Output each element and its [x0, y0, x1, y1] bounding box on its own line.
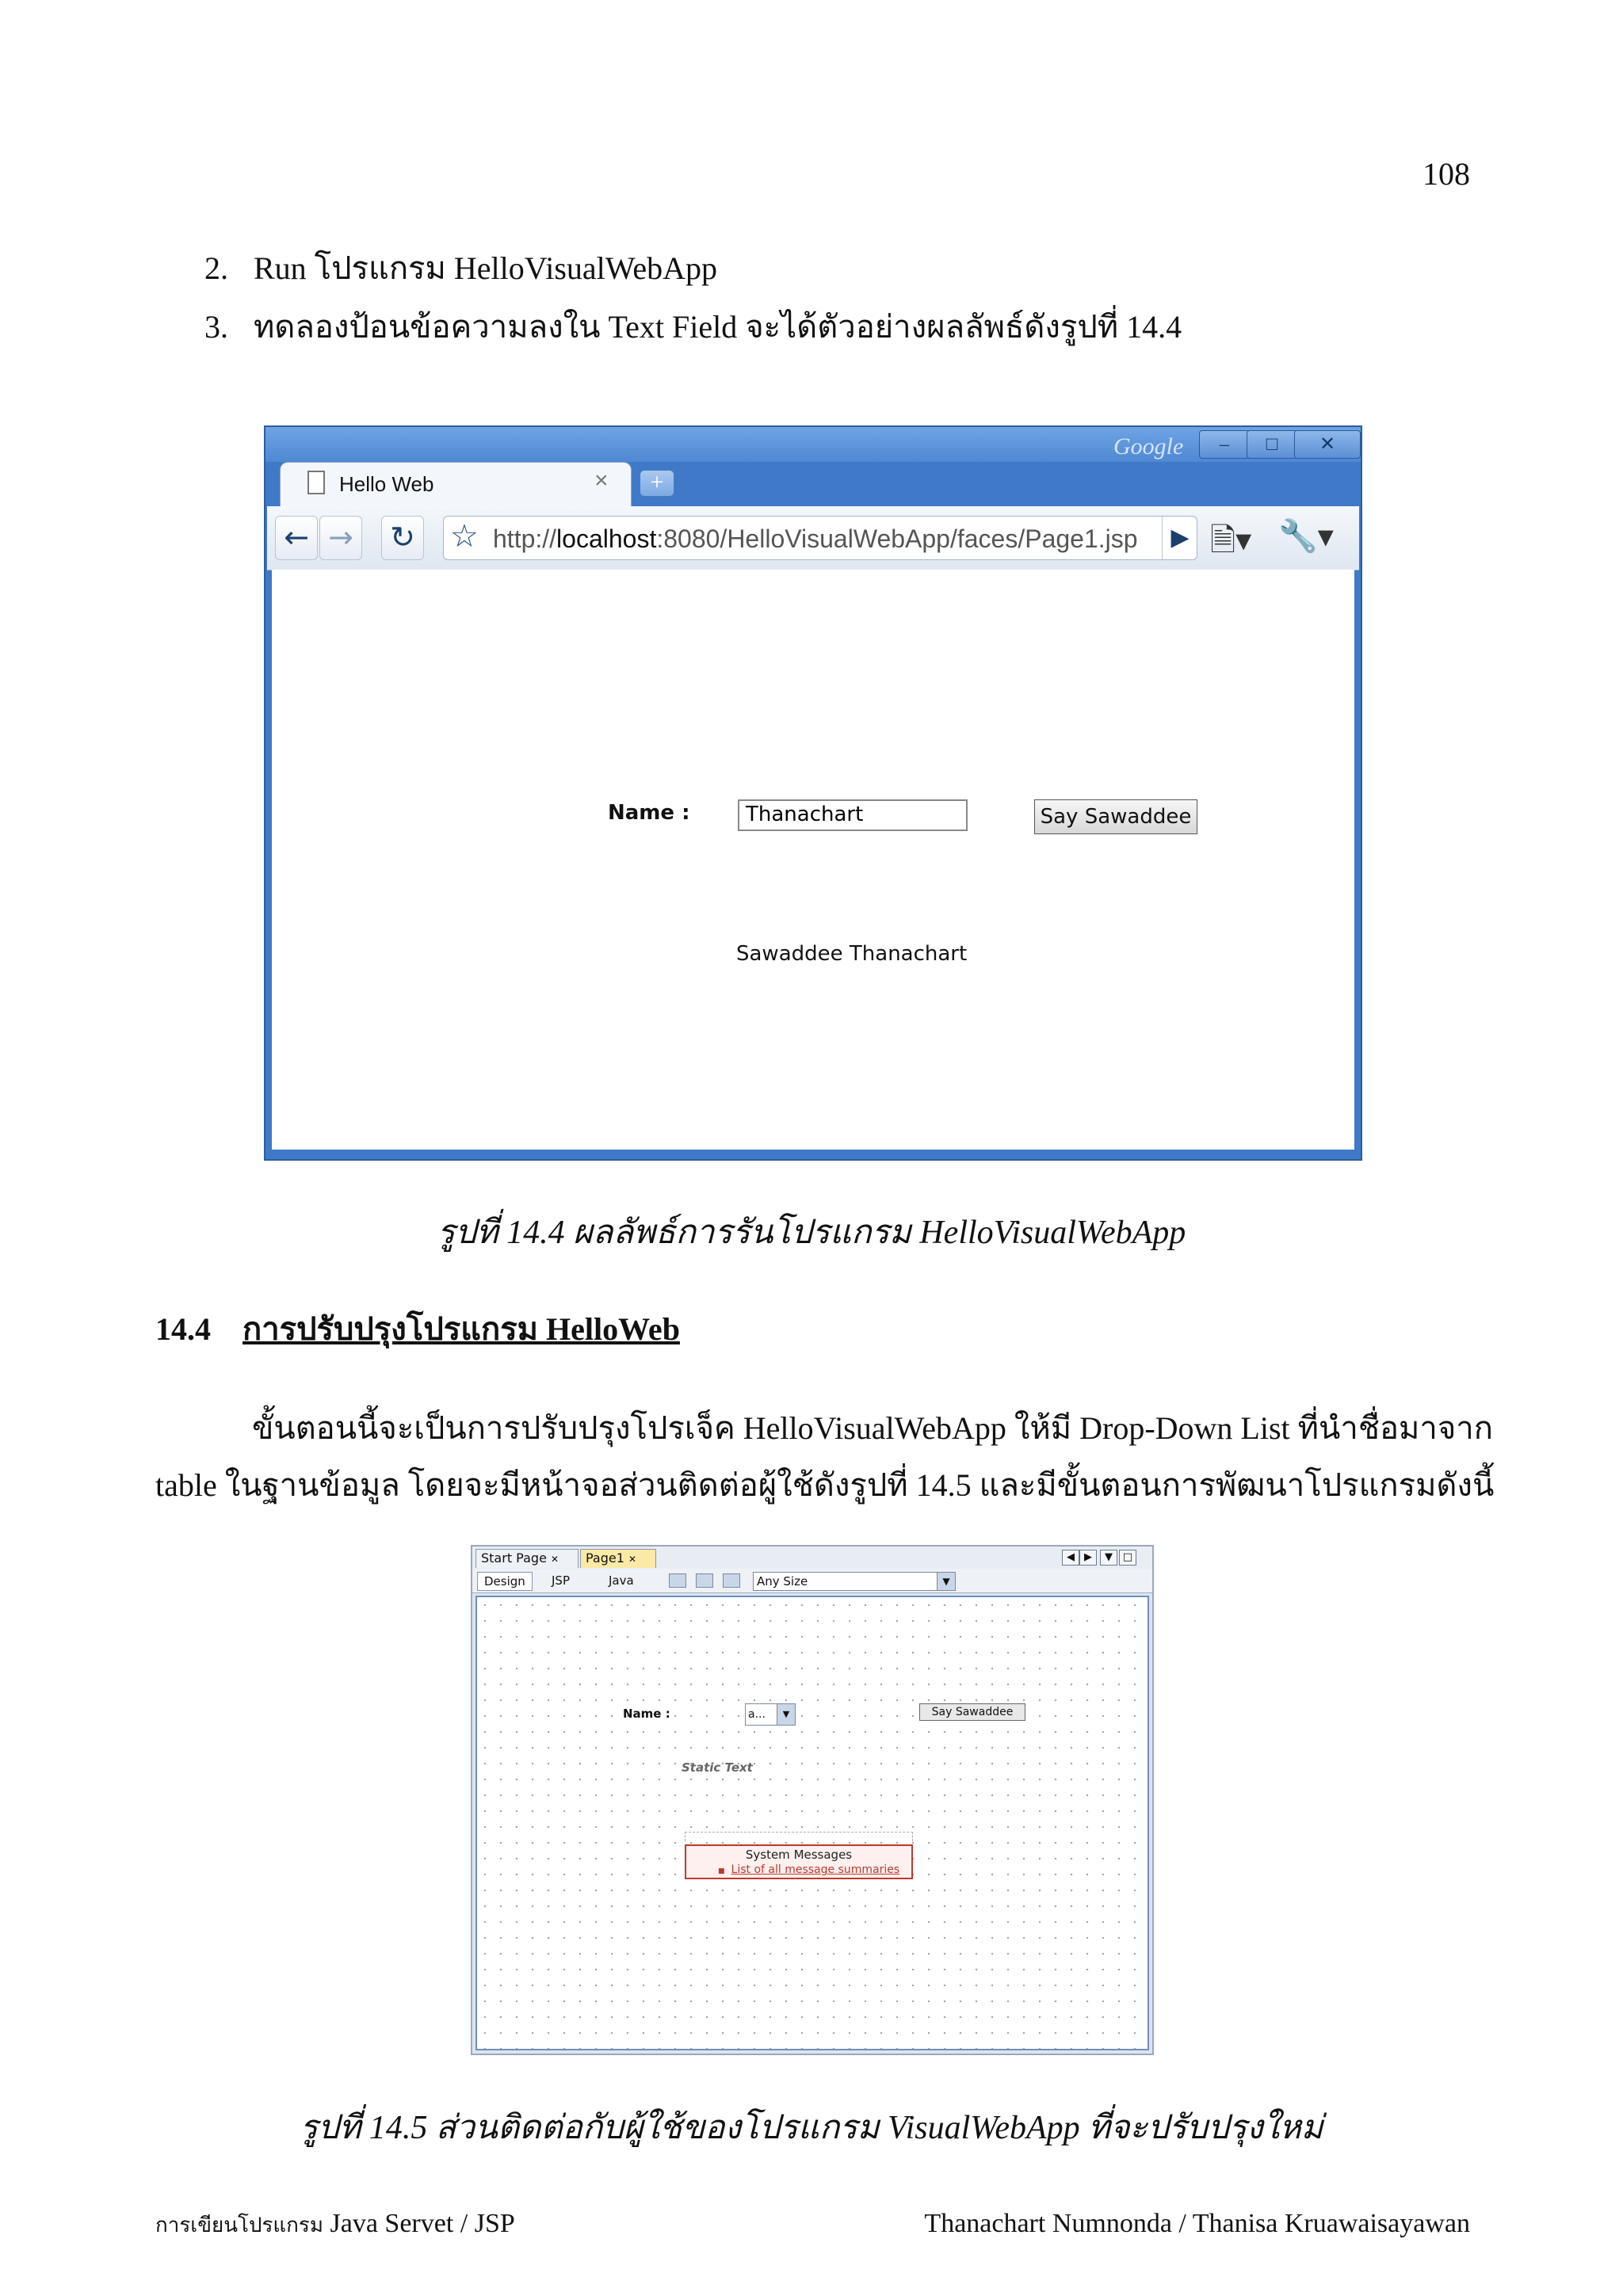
close-icon[interactable]: ✕ [551, 1554, 559, 1565]
step-text: ทดลองป้อนข้อความลงใน Text Field จะได้ตัวอย่างผลลัพธ์ดังรูปที่ 14.4 [254, 309, 1182, 345]
figure-caption-14-4: รูปที่ 14.4 ผลลัพธ์การรันโปรแกรม HelloVisualWebApp [437, 1215, 1186, 1251]
star-icon[interactable]: ☆ [450, 518, 479, 555]
browser-tab[interactable] [280, 462, 632, 506]
scroll-right-icon[interactable]: ▶ [1079, 1550, 1097, 1566]
preview-icon[interactable] [669, 1573, 686, 1588]
tab-title: Hello Web [339, 472, 434, 496]
maximize-icon[interactable]: □ [1119, 1550, 1136, 1566]
tab-page1[interactable] [580, 1549, 656, 1568]
messages-title: System Messages [745, 1848, 853, 1862]
step-number: 3. [204, 309, 228, 345]
section-number: 14.4 [155, 1311, 211, 1347]
dropdown-icon[interactable]: ▼ [1100, 1550, 1117, 1566]
message-group-outline [685, 1832, 913, 1841]
footer-right: Thanachart Numnonda / Thanisa Kruawaisayawan [924, 2209, 1470, 2238]
url-host: localhost [556, 524, 657, 553]
browser-content [272, 570, 1354, 1150]
footer-left-small: การเขียนโปรแกรม [155, 2214, 324, 2237]
back-icon[interactable]: ← [275, 516, 318, 560]
url-prefix: http:// [493, 524, 557, 553]
paragraph-line-1: ขั้นตอนนี้จะเป็นการปรับปรุงโปรเจ็ค HelloVisualWebApp ให้มี Drop-Down List ที่นำชื่อมาจาก [252, 1410, 1493, 1446]
browser-window-figure [264, 425, 1362, 1161]
ide-editor-tabs [472, 1547, 1152, 1569]
design-dropdown[interactable] [745, 1703, 796, 1726]
wrench-icon[interactable]: 🔧▾ [1278, 518, 1334, 555]
ide-view-toolbar [472, 1569, 1152, 1593]
close-icon[interactable]: ✕ [628, 1554, 637, 1565]
tab-design[interactable]: Design [477, 1572, 533, 1591]
ide-designer-figure [471, 1545, 1154, 2055]
browser-toolbar [267, 506, 1359, 570]
size-select[interactable] [753, 1572, 956, 1591]
chevron-down-icon: ▼ [777, 1704, 795, 1725]
new-tab-icon[interactable]: + [640, 470, 674, 497]
chevron-down-icon: ▼ [937, 1573, 955, 1590]
name-label: Name : [608, 801, 690, 825]
design-static-text[interactable]: Static Text [682, 1760, 753, 1775]
browser-brand: Google [1113, 433, 1184, 460]
forward-icon[interactable]: → [319, 516, 362, 560]
tab-java[interactable]: Java [609, 1573, 634, 1588]
url-path: :8080/HelloVisualWebApp/faces/Page1.jsp [656, 524, 1138, 553]
page-menu-icon[interactable]: 🗎▾ [1210, 522, 1252, 559]
design-say-sawaddee-button[interactable]: Say Sawaddee [919, 1703, 1025, 1721]
url-text [493, 524, 1138, 554]
tab-close-icon[interactable]: × [594, 467, 609, 494]
refresh-icon[interactable] [696, 1573, 713, 1588]
browser-titlebar [265, 427, 1361, 462]
tab-start-page[interactable] [475, 1549, 579, 1568]
step-3 [204, 301, 1182, 352]
layout-icon[interactable] [723, 1573, 740, 1588]
section-title: การปรับปรุงโปรแกรม HelloWeb [242, 1311, 680, 1347]
design-name-label: Name : [623, 1707, 670, 1721]
tab-label: Start Page [481, 1550, 547, 1566]
go-icon[interactable]: ▶ [1162, 517, 1197, 559]
figure-caption-14-5: รูปที่ 14.5 ส่วนติดต่อกับผู้ใช้ของโปรแกรม VisualWebApp ที่จะปรับปรุงใหม่ [300, 2110, 1323, 2146]
footer-left-main: Java Servet / JSP [330, 2209, 515, 2238]
scroll-left-icon[interactable]: ◀ [1062, 1550, 1079, 1566]
design-canvas[interactable] [475, 1596, 1149, 2050]
page-icon [307, 471, 325, 494]
step-text: Run โปรแกรม HelloVisualWebApp [254, 250, 717, 286]
step-2 [204, 242, 717, 293]
design-system-messages[interactable] [685, 1844, 913, 1879]
messages-item: ■ List of all message summaries [718, 1863, 899, 1876]
tab-jsp[interactable]: JSP [552, 1573, 570, 1588]
page-number: 108 [1423, 156, 1470, 192]
section-heading [155, 1303, 680, 1354]
dropdown-value: a... [748, 1708, 766, 1721]
name-input[interactable]: Thanachart [738, 799, 968, 831]
say-sawaddee-button[interactable]: Say Sawaddee [1034, 799, 1197, 834]
maximize-icon[interactable]: □ [1247, 430, 1297, 459]
paragraph-line-2: table ในฐานข้อมูล โดยจะมีหน้าจอส่วนติดต่อผู้ใช้ดังรูปที่ 14.5 และมีขั้นตอนการพัฒนาโปรแกรมดังนี้ [155, 1467, 1495, 1503]
reload-icon[interactable]: ↻ [381, 516, 424, 560]
result-text: Sawaddee Thanachart [736, 942, 968, 966]
size-select-value: Any Size [757, 1574, 808, 1589]
step-number: 2. [204, 250, 228, 286]
footer-left [155, 2209, 515, 2241]
address-bar[interactable] [443, 516, 1197, 560]
minimize-icon[interactable]: – [1199, 430, 1250, 459]
close-icon[interactable]: ✕ [1294, 430, 1361, 459]
tab-label: Page1 [586, 1550, 624, 1566]
